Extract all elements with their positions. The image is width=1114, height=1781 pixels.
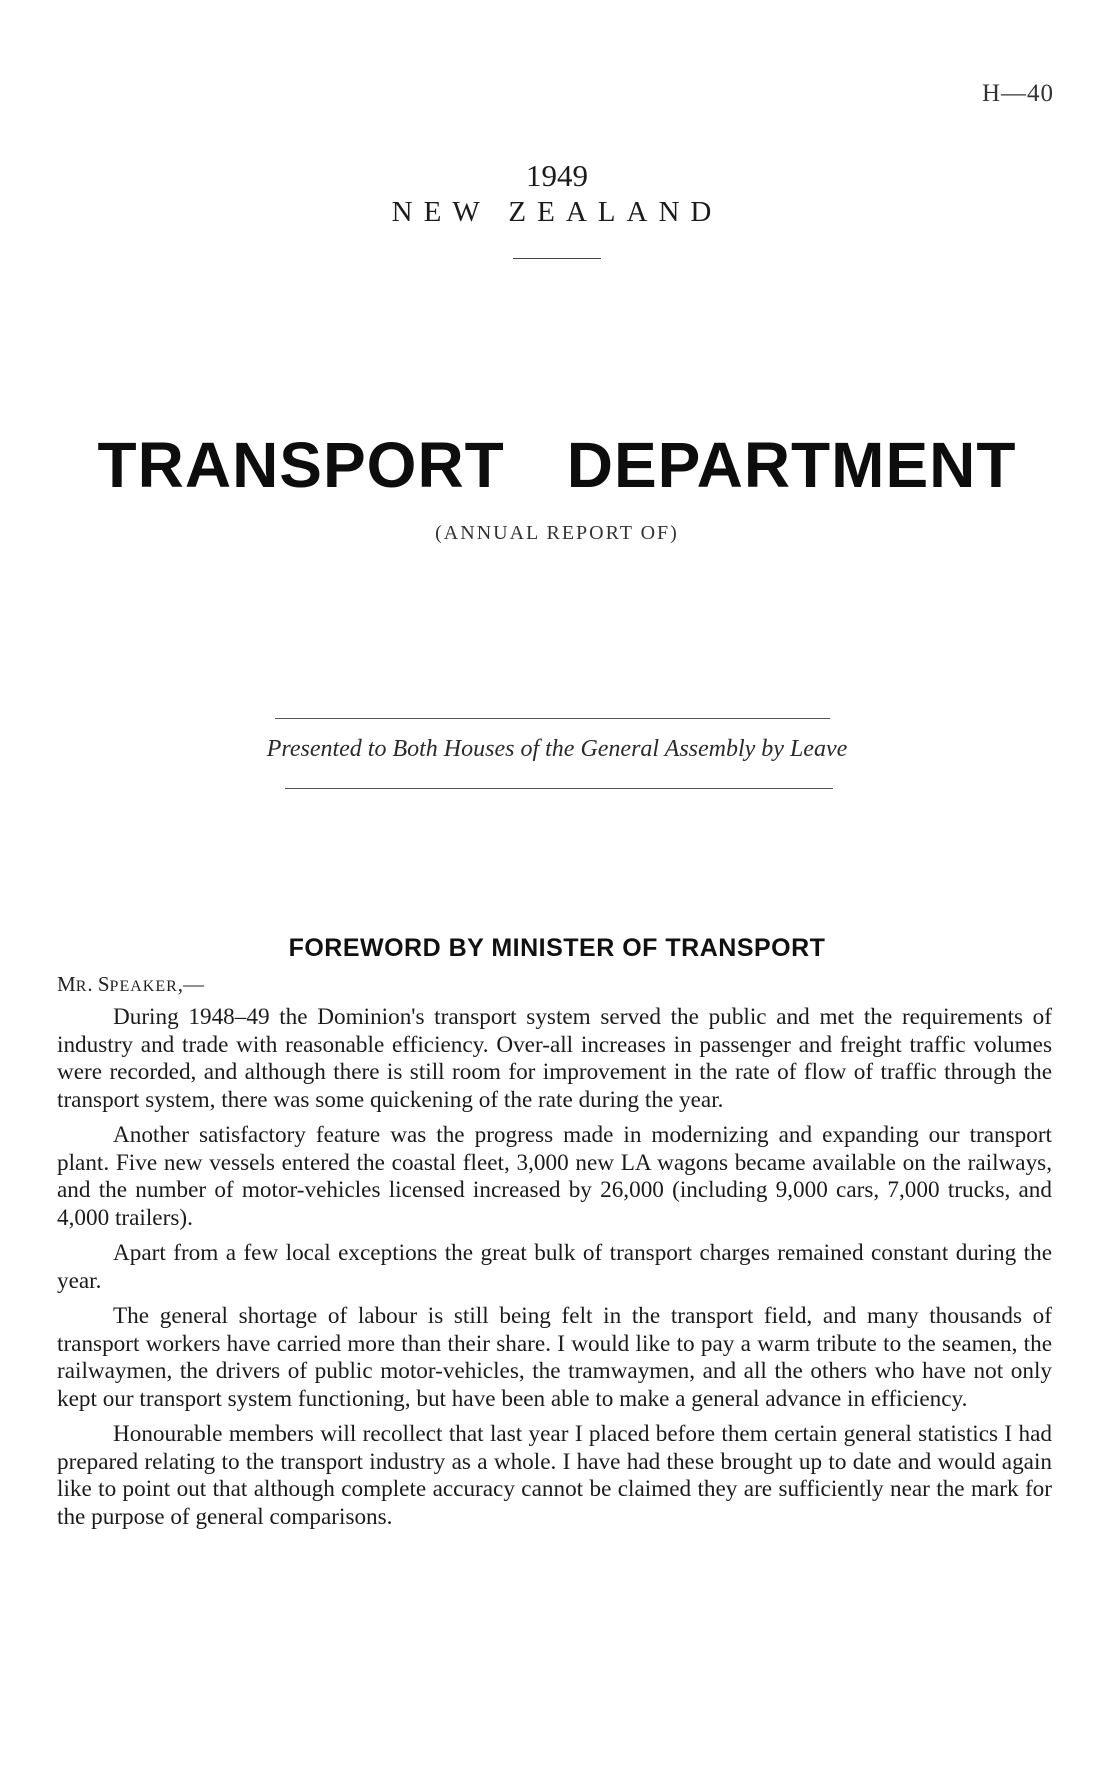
paragraph: The general shortage of labour is still being felt in the transport field, and many thousands of transport workers have carried more than their share. I would like to pay a warm tribute to the seamen, the railwaymen, the drivers of public motor-vehicles, the tramwaymen, and all the others who have not only kept our transport system functioning, but have been able to make a general advance in efficiency. [57,1303,1052,1412]
salutation [57,972,204,997]
paragraph: Apart from a few local exceptions the great bulk of transport charges remained constant during the year. [57,1240,1052,1294]
paragraph: During 1948–49 the Dominion's transport system served the public and met the requirements of industry and trade with reasonable efficiency. Over-all increases in passenger and freight traffic volumes were recorded, and although there is still room for improvement in the rate of flow of traffic through the transport system, there was some quickening of the rate during the year. [57,1004,1052,1113]
short-divider [513,258,601,259]
salutation-end: ,— [177,972,205,996]
publication-year: 1949 [526,158,588,193]
foreword-heading: FOREWORD BY MINISTER OF TRANSPORT [288,934,826,962]
foreword-body [57,1004,1052,1539]
main-title [0,428,1114,502]
salutation-mid: . S [87,972,110,996]
divider-top [275,718,830,719]
paragraph: Another satisfactory feature was the progress made in modernizing and expanding our transport plant. Five new vessels entered the coastal fleet, 3,000 new LA wagons became available on the railways, and the number of motor-vehicles licensed increased by 26,000 (including 9,000 cars, 7,000 trucks, and 4,000 trailers). [57,1122,1052,1231]
country-heading: NEW ZEALAND [391,196,723,228]
report-subtitle: (ANNUAL REPORT OF) [435,522,679,544]
document-code: H—40 [981,80,1054,107]
salutation-small-1: R [75,978,88,995]
divider-bottom [285,788,833,789]
salutation-small-2: PEAKER [109,978,178,995]
main-title-word-1: TRANSPORT [97,429,505,501]
paragraph: Honourable members will recollect that last year I placed before them certain general statistics I had prepared relating to the transport industry as a whole. I have had these brought up to date and would again like to point out that although complete accuracy cannot be claimed they are sufficiently near the mark for the purpose of general comparisons. [57,1421,1052,1530]
main-title-word-2: DEPARTMENT [566,429,1017,501]
presented-line: Presented to Both Houses of the General Assembly by Leave [266,736,848,762]
salutation-initial: M [57,972,76,996]
